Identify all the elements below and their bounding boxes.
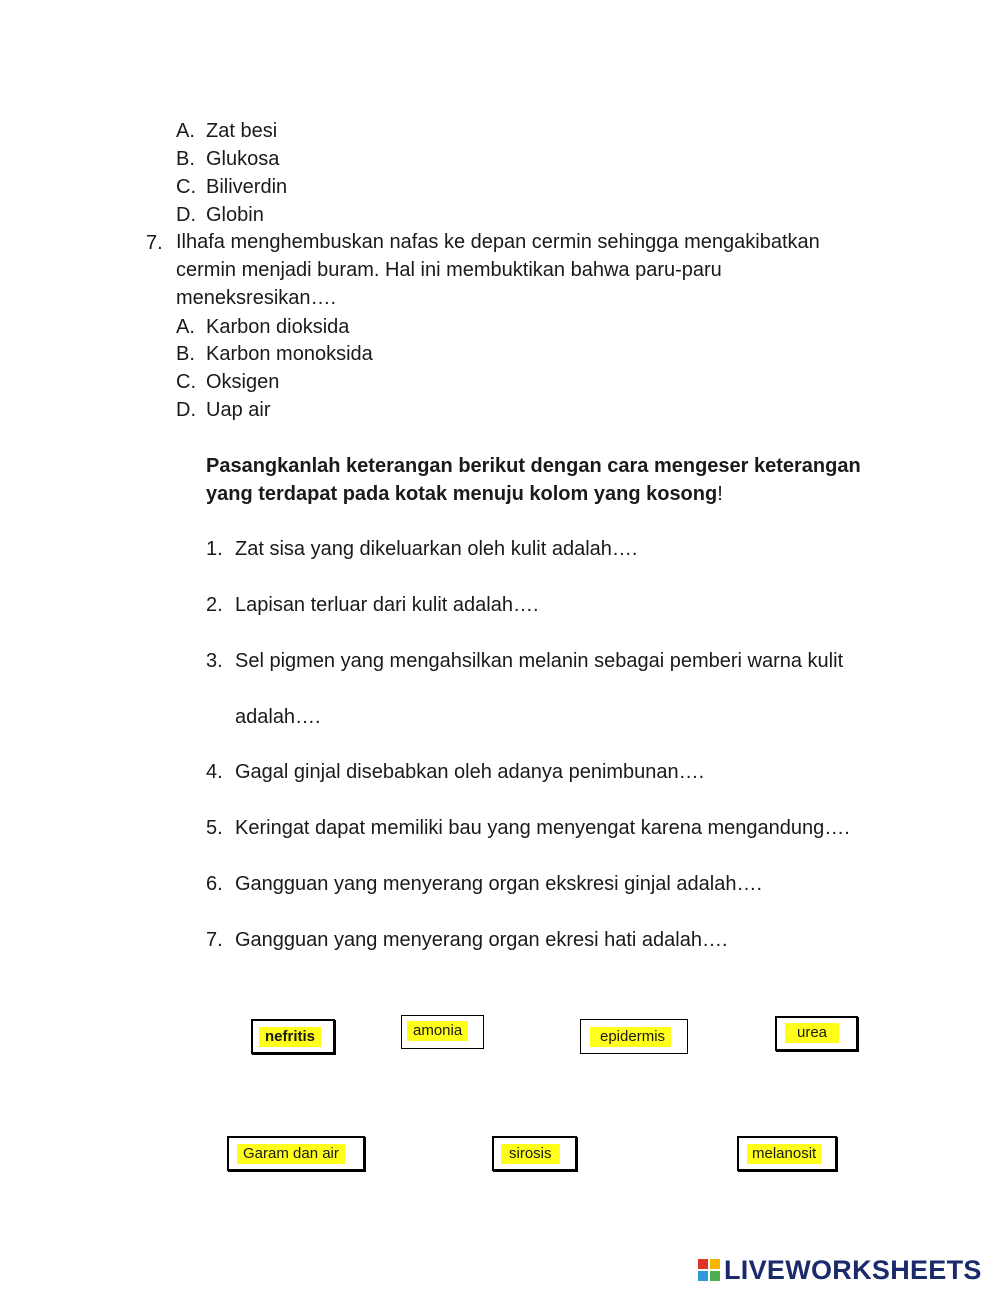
logo-square-green — [710, 1271, 720, 1281]
matching-item-5: 5. Keringat dapat memiliki bau yang menyengat karena mengandung…. — [206, 817, 850, 839]
q7-number: 7. — [146, 232, 163, 254]
answer-box-nefritis[interactable]: nefritis — [251, 1019, 335, 1054]
q7-question-text: Ilhafa menghembuskan nafas ke depan cermin sehingga mengakibatkan cermin menjadi buram. Hal ini membuktikan bahwa paru-paru meneksresikan…. — [176, 231, 820, 309]
q7-option-b: B. Karbon monoksida — [176, 343, 373, 365]
answer-box-sirosis[interactable]: sirosis — [492, 1136, 577, 1171]
q6-option-d: D. Globin — [176, 204, 264, 226]
matching-item-7: 7. Gangguan yang menyerang organ ekresi hati adalah…. — [206, 929, 728, 951]
answer-box-melanosit[interactable]: melanosit — [737, 1136, 837, 1171]
matching-item-4: 4. Gagal ginjal disebabkan oleh adanya penimbunan…. — [206, 761, 705, 783]
q6-option-b: B. Glukosa — [176, 148, 280, 170]
q7-option-c: C. Oksigen — [176, 371, 280, 393]
logo-square-red — [698, 1259, 708, 1269]
matching-item-6: 6. Gangguan yang menyerang organ ekskresi ginjal adalah…. — [206, 873, 763, 895]
matching-item-1: 1. Zat sisa yang dikeluarkan oleh kulit adalah…. — [206, 538, 638, 560]
logo-square-yellow — [710, 1259, 720, 1269]
liveworksheets-logo-icon — [698, 1259, 720, 1281]
answer-box-garam-dan-air[interactable]: Garam dan air — [227, 1136, 365, 1171]
matching-instruction: Pasangkanlah keterangan berikut dengan cara mengeser keterangan yang terdapat pada kotak menuju kolom yang kosong! — [206, 455, 861, 505]
liveworksheets-logo — [698, 1254, 982, 1286]
q6-option-c: C. Biliverdin — [176, 176, 288, 198]
matching-item-2: 2. Lapisan terluar dari kulit adalah…. — [206, 594, 539, 616]
liveworksheets-logo-text: LIVEWORKSHEETS — [724, 1254, 982, 1285]
logo-square-blue — [698, 1271, 708, 1281]
answer-box-epidermis[interactable]: epidermis — [580, 1019, 688, 1054]
q6-option-a: A. Zat besi — [176, 120, 278, 142]
answer-box-amonia[interactable]: amonia — [401, 1015, 484, 1049]
q7-option-a: A. Karbon dioksida — [176, 316, 350, 338]
answer-box-urea[interactable]: urea — [775, 1016, 858, 1051]
matching-item-3: 3. Sel pigmen yang mengahsilkan melanin sebagai pemberi warna kulit — [206, 650, 844, 672]
matching-item-3-continuation: adalah…. — [235, 706, 321, 728]
q7-option-d: D. Uap air — [176, 399, 271, 421]
